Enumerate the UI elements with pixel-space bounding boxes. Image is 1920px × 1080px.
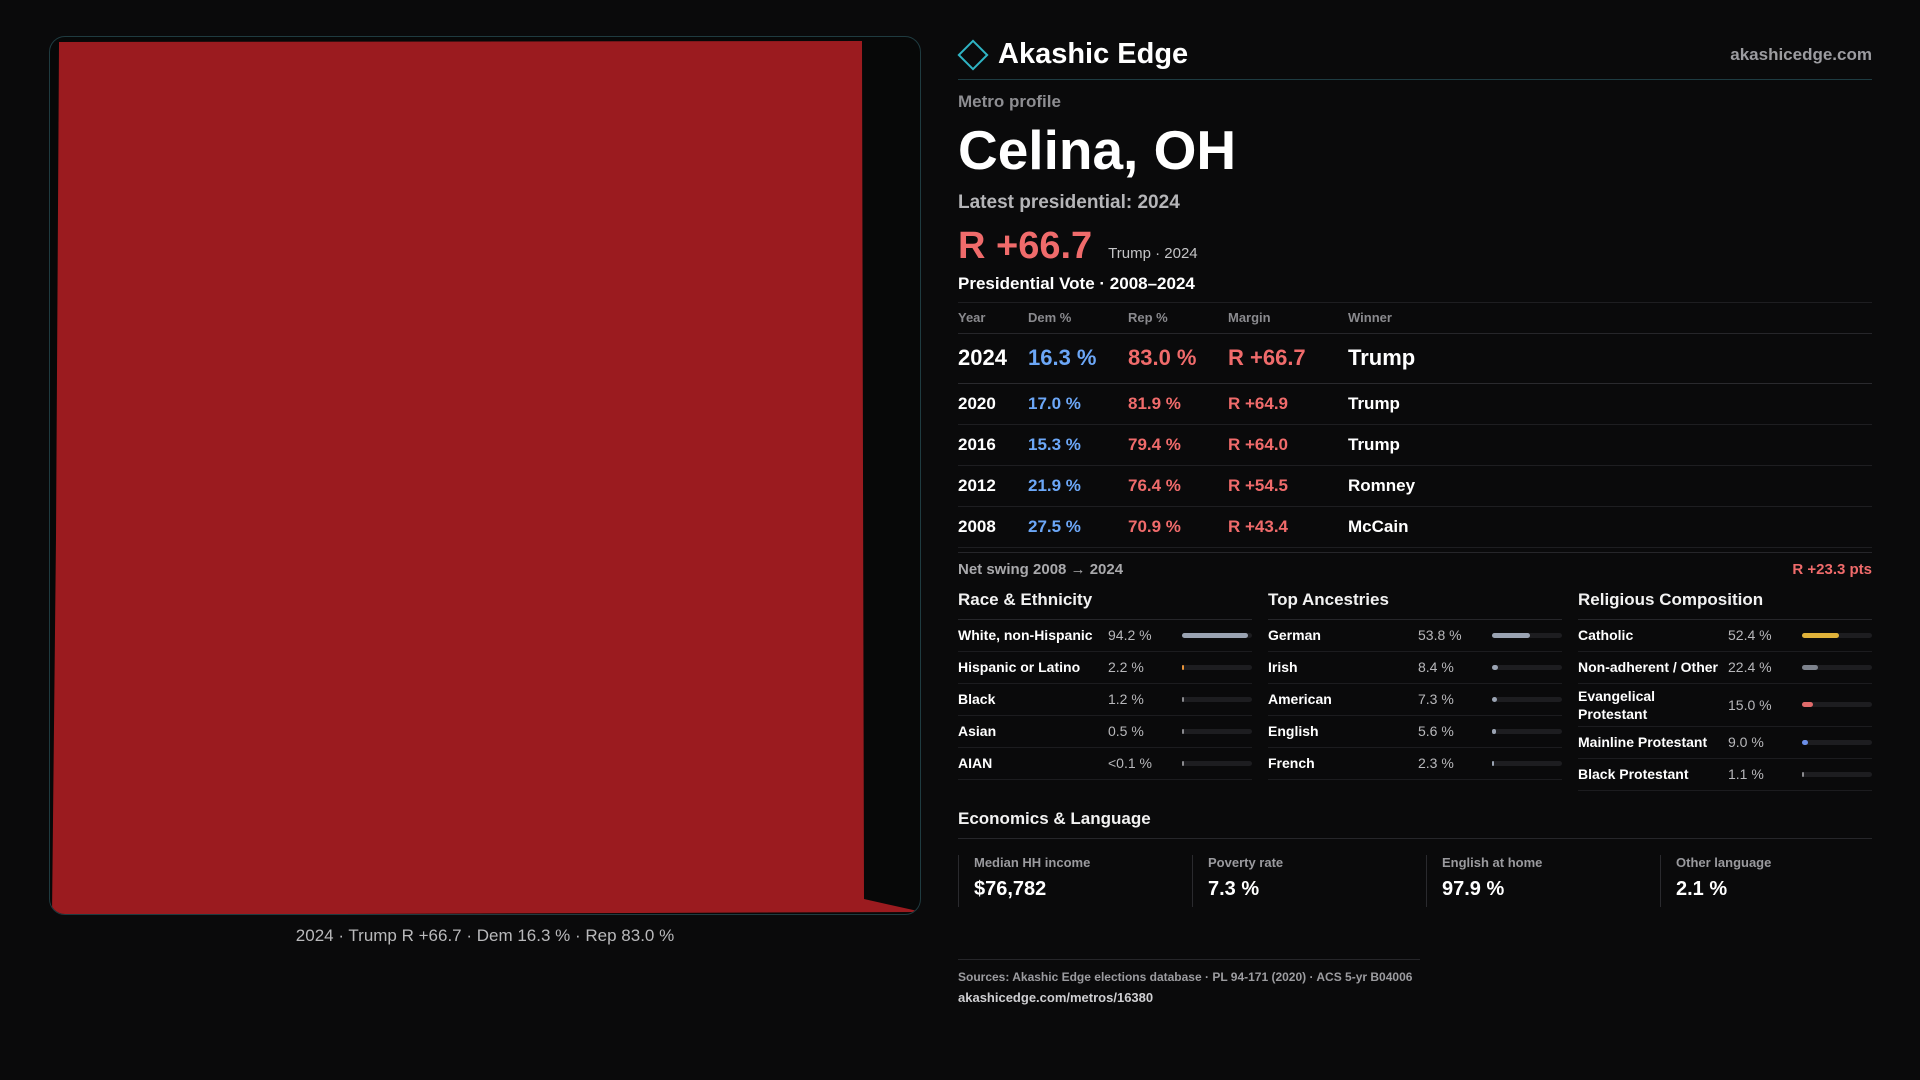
col-dem: Dem % xyxy=(1028,303,1128,333)
item-pct: 8.4 % xyxy=(1418,659,1454,675)
item-bar-fill xyxy=(1492,729,1496,734)
item-bar xyxy=(1492,761,1562,766)
stat-card xyxy=(1426,855,1660,907)
item-pct: 94.2 % xyxy=(1108,627,1152,643)
item-name: English xyxy=(1268,723,1319,739)
stat-card xyxy=(1660,855,1860,907)
item-bar xyxy=(1492,633,1562,638)
item-bar xyxy=(1182,761,1252,766)
cell-margin: R +54.5 xyxy=(1228,465,1348,506)
list-item xyxy=(1268,716,1562,748)
item-name: Non-adherent / Other xyxy=(1578,659,1719,675)
sources xyxy=(958,959,1420,1005)
item-bar xyxy=(1802,772,1872,777)
item-pct: 53.8 % xyxy=(1418,627,1462,643)
header xyxy=(958,30,1872,80)
table-row[interactable] xyxy=(958,383,1872,424)
site-link[interactable]: akashicedge.com xyxy=(1730,44,1872,64)
table-row[interactable] xyxy=(958,424,1872,465)
cell-dem: 16.3 % xyxy=(1028,333,1128,383)
item-pct: 7.3 % xyxy=(1418,691,1454,707)
item-bar-fill xyxy=(1802,740,1808,745)
item-bar-fill xyxy=(1182,729,1184,734)
item-name: American xyxy=(1268,691,1332,707)
latest-margin xyxy=(958,222,1872,268)
item-bar-fill xyxy=(1802,633,1839,638)
list-item xyxy=(1578,620,1872,652)
stat-label: Poverty rate xyxy=(1208,854,1284,870)
cell-margin: R +43.4 xyxy=(1228,506,1348,547)
item-bar-fill xyxy=(1802,772,1804,777)
item-bar xyxy=(1492,729,1562,734)
stat-card xyxy=(1192,855,1426,907)
cell-margin: R +66.7 xyxy=(1228,333,1348,383)
col-margin: Margin xyxy=(1228,303,1348,333)
stat-label: English at home xyxy=(1442,854,1543,870)
item-pct: <0.1 % xyxy=(1108,755,1152,771)
table-row[interactable] xyxy=(958,333,1872,383)
item-name: Irish xyxy=(1268,659,1298,675)
col-rep: Rep % xyxy=(1128,303,1228,333)
cell-winner: McCain xyxy=(1348,506,1872,547)
item-bar-fill xyxy=(1182,665,1184,670)
item-pct: 1.1 % xyxy=(1728,766,1764,782)
cell-dem: 17.0 % xyxy=(1028,383,1128,424)
metro-boundary-shape[interactable] xyxy=(52,41,921,915)
item-name: Hispanic or Latino xyxy=(958,659,1081,675)
cell-margin: R +64.9 xyxy=(1228,383,1348,424)
list-item xyxy=(958,620,1252,652)
cell-year: 2020 xyxy=(958,383,1028,424)
stat-value: 97.9 % xyxy=(1442,877,1505,900)
col-winner: Winner xyxy=(1348,303,1872,333)
brand-name: Akashic Edge xyxy=(998,38,1189,70)
item-name: White, non-Hispanic xyxy=(958,627,1093,643)
vote-table xyxy=(958,303,1872,548)
cell-year: 2016 xyxy=(958,424,1028,465)
item-name: French xyxy=(1268,755,1315,771)
profile-panel xyxy=(958,30,1872,1005)
col-year: Year xyxy=(958,303,1028,333)
item-bar-fill xyxy=(1492,633,1530,638)
item-bar xyxy=(1182,697,1252,702)
item-pct: 0.5 % xyxy=(1108,723,1144,739)
list-item xyxy=(1268,684,1562,716)
item-bar xyxy=(1802,633,1872,638)
list-item xyxy=(958,684,1252,716)
item-pct: 9.0 % xyxy=(1728,734,1764,750)
item-bar-fill xyxy=(1492,697,1497,702)
cell-year: 2012 xyxy=(958,465,1028,506)
cell-rep: 83.0 % xyxy=(1128,333,1228,383)
eyebrow-label: Metro profile xyxy=(958,92,1061,111)
cell-winner: Trump xyxy=(1348,424,1872,465)
item-name: Black Protestant xyxy=(1578,766,1689,782)
metro-map-canvas xyxy=(50,37,921,915)
net-swing xyxy=(958,552,1872,578)
item-bar-fill xyxy=(1492,761,1494,766)
net-swing-label: Net swing 2008 → 2024 xyxy=(958,560,1124,578)
map-caption: 2024 · Trump R +66.7 · Dem 16.3 % · Rep 83.0 % xyxy=(295,926,675,945)
cell-dem: 27.5 % xyxy=(1028,506,1128,547)
list-item xyxy=(1578,652,1872,684)
item-name: AIAN xyxy=(958,755,993,771)
diamond-icon xyxy=(957,39,988,70)
vote-table-header xyxy=(958,303,1872,333)
item-pct: 22.4 % xyxy=(1728,659,1772,675)
cell-winner: Trump xyxy=(1348,333,1872,383)
latest-presidential-label: Latest presidential: 2024 xyxy=(958,192,1180,213)
metro-map[interactable] xyxy=(49,36,921,915)
item-bar-fill xyxy=(1802,702,1813,707)
list-item xyxy=(1268,652,1562,684)
item-bar xyxy=(1802,702,1872,707)
stat-card xyxy=(958,855,1192,907)
stat-value: 7.3 % xyxy=(1208,877,1260,900)
cell-rep: 70.9 % xyxy=(1128,506,1228,547)
item-pct: 2.2 % xyxy=(1108,659,1144,675)
ancestries-title: Top Ancestries xyxy=(1268,590,1562,620)
item-pct: 15.0 % xyxy=(1728,696,1772,713)
item-bar-fill xyxy=(1492,665,1498,670)
brand[interactable] xyxy=(958,38,1188,71)
item-bar-fill xyxy=(1802,665,1818,670)
item-bar-fill xyxy=(1182,697,1184,702)
cell-winner: Romney xyxy=(1348,465,1872,506)
stat-value: 2.1 % xyxy=(1676,877,1728,900)
stat-label: Other language xyxy=(1676,854,1772,870)
latest-margin-value: R +66.7 xyxy=(958,225,1093,267)
stat-value: $76,782 xyxy=(974,877,1047,900)
item-bar xyxy=(1182,633,1252,638)
stat-label: Median HH income xyxy=(974,854,1091,870)
list-item xyxy=(958,716,1252,748)
religion-panel xyxy=(1578,590,1872,791)
item-name: Catholic xyxy=(1578,627,1634,643)
demographics-section xyxy=(958,590,1872,791)
cell-rep: 76.4 % xyxy=(1128,465,1228,506)
list-item xyxy=(958,748,1252,780)
race-ethnicity-panel xyxy=(958,590,1252,791)
sources-link[interactable]: akashicedge.com/metros/16380 xyxy=(958,989,1154,1005)
sources-text: Sources: Akashic Edge elections database · PL 94-171 (2020) · ACS 5-yr B04006 xyxy=(958,969,1413,984)
list-item xyxy=(1268,748,1562,780)
economics-cards xyxy=(958,855,1872,907)
cell-winner: Trump xyxy=(1348,383,1872,424)
item-name: Mainline Protestant xyxy=(1578,734,1708,750)
item-name: Evangelical Protestant xyxy=(1578,687,1656,722)
item-bar xyxy=(1182,665,1252,670)
list-item xyxy=(1578,684,1872,727)
cell-rep: 79.4 % xyxy=(1128,424,1228,465)
net-swing-value: R +23.3 pts xyxy=(1792,560,1872,578)
item-pct: 1.2 % xyxy=(1108,691,1144,707)
item-bar xyxy=(1182,729,1252,734)
cell-margin: R +64.0 xyxy=(1228,424,1348,465)
item-bar xyxy=(1802,740,1872,745)
economics-title: Economics & Language xyxy=(958,809,1872,839)
item-name: Asian xyxy=(958,723,997,739)
item-bar xyxy=(1492,665,1562,670)
list-item xyxy=(1578,759,1872,791)
item-pct: 5.6 % xyxy=(1418,723,1454,739)
cell-rep: 81.9 % xyxy=(1128,383,1228,424)
list-item xyxy=(1578,727,1872,759)
item-bar xyxy=(1492,697,1562,702)
latest-margin-subtitle: Trump · 2024 xyxy=(1108,245,1198,262)
item-name: German xyxy=(1268,627,1321,643)
item-bar xyxy=(1802,665,1872,670)
page-title: Celina, OH xyxy=(958,119,1237,181)
cell-year: 2024 xyxy=(958,333,1028,383)
ancestries-panel xyxy=(1268,590,1562,791)
cell-dem: 21.9 % xyxy=(1028,465,1128,506)
item-bar-fill xyxy=(1182,761,1184,766)
cell-dem: 15.3 % xyxy=(1028,424,1128,465)
list-item xyxy=(958,652,1252,684)
race-ethnicity-title: Race & Ethnicity xyxy=(958,590,1252,620)
vote-section-title: Presidential Vote · 2008–2024 xyxy=(958,274,1872,303)
cell-year: 2008 xyxy=(958,506,1028,547)
table-row[interactable] xyxy=(958,506,1872,547)
item-pct: 2.3 % xyxy=(1418,755,1454,771)
table-row[interactable] xyxy=(958,465,1872,506)
item-name: Black xyxy=(958,691,996,707)
list-item xyxy=(1268,620,1562,652)
item-bar-fill xyxy=(1182,633,1248,638)
item-pct: 52.4 % xyxy=(1728,627,1772,643)
religion-title: Religious Composition xyxy=(1578,590,1872,620)
